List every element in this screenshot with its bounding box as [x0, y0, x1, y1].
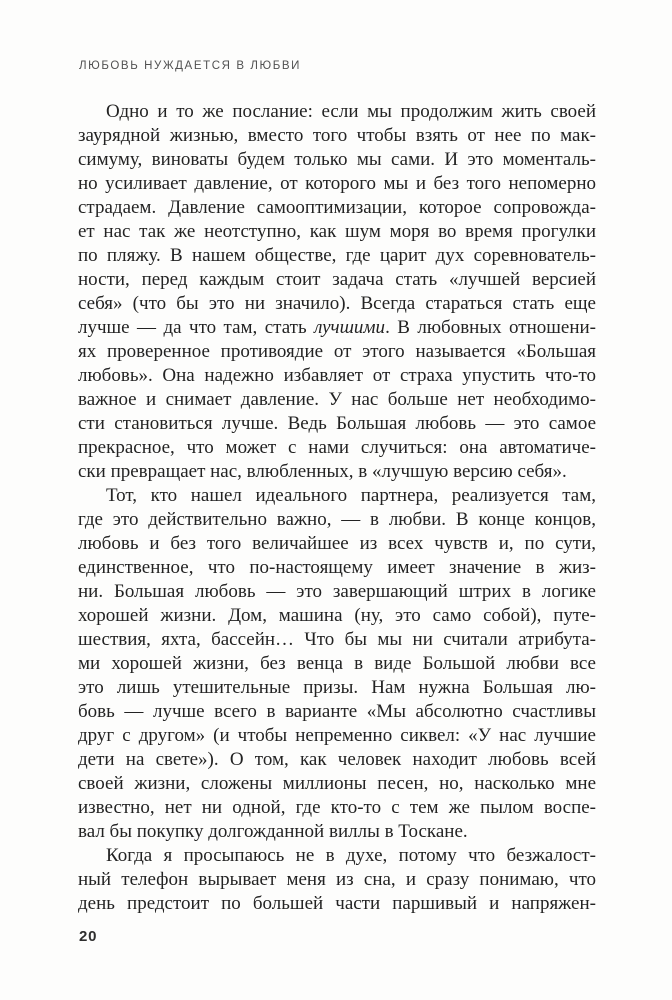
text-segment: . В любовных отношени- [385, 317, 596, 338]
text-line: шествия, яхта, бассейн… Что бы мы ни считали атрибута- [78, 629, 596, 650]
text-line: ности, перед каждым стоит задача стать «лучшей версией [78, 269, 596, 290]
text-line: важное и снимает давление. У нас больше нет необходимо- [78, 389, 596, 410]
text-line: ный телефон вырывает меня из сна, и сразу понимаю, что [78, 869, 596, 890]
text-line: своей жизни, сложены миллионы песен, но, насколько мне [78, 773, 596, 794]
text-line: известно, нет ни одной, где кто-то с тем же пылом воспе- [78, 797, 596, 818]
page-number: 20 [79, 928, 98, 945]
text-line: Тот, кто нашел идеального партнера, реализуется там, [106, 485, 596, 506]
text-line: ет нас так же неотступно, как шум моря во время прогулки [78, 221, 596, 242]
text-line: прекрасное, что может с нами случиться: она автоматиче- [78, 437, 596, 458]
text-line: это лишь утешительные призы. Нам нужна Большая лю- [78, 677, 596, 698]
text-line: вал бы покупку долгожданной виллы в Тоскане. [78, 821, 468, 842]
text-line: ях проверенное противоядие от этого называется «Большая [78, 341, 596, 362]
text-line: ски превращает нас, влюбленных, в «лучшую версию себя». [78, 461, 567, 482]
text-line: любовь и без того величайшее из всех чувств и, по сути, [78, 533, 596, 554]
text-line: друг с другом» (и чтобы непременно сиквел: «У нас лучшие [78, 725, 596, 746]
text-line-with-italic [78, 316, 596, 340]
text-line: сти становиться лучше. Ведь Большая любовь — это самое [78, 413, 596, 434]
paragraph-2 [78, 484, 596, 844]
text-line: Одно и то же послание: если мы продолжим жить своей [106, 101, 596, 122]
text-line: по пляжу. В нашем обществе, где царит дух соревнователь- [78, 245, 596, 266]
text-segment: лучше — да что там, стать [78, 317, 315, 338]
text-line: ни. Большая любовь — это завершающий штрих в логике [78, 581, 596, 602]
text-line: любовь». Она надежно избавляет от страха упустить что-то [78, 365, 596, 386]
text-line: ми хорошей жизни, без венца в виде Большой любви все [78, 653, 596, 674]
text-line: бовь — лучше всего в варианте «Мы абсолютно счастливы [78, 701, 596, 722]
running-header: ЛЮБОВЬ НУЖДАЕТСЯ В ЛЮБВИ [79, 60, 302, 72]
text-line: где это действительно важно, — в любви. В конце концов, [78, 509, 596, 530]
text-line: день предстоит по большей части паршивый и напряжен- [78, 893, 596, 914]
paragraph-1 [78, 100, 596, 484]
body-text [78, 100, 596, 916]
text-line: единственное, что по-настоящему имеет значение в жиз- [78, 557, 596, 578]
text-line: заурядной жизнью, вместо того чтобы взять от нее по мак- [78, 125, 596, 146]
text-line: страдаем. Давление самооптимизации, которое сопровожда- [78, 197, 596, 218]
text-line: хорошей жизни. Дом, машина (ну, это само собой), путе- [78, 605, 596, 626]
text-line: но усиливает давление, от которого мы и без того непомерно [78, 173, 596, 194]
text-segment-italic: лучшими [314, 317, 386, 338]
text-line: дети на свете»). О том, как человек находит любовь всей [78, 749, 596, 770]
text-line: Когда я просыпаюсь не в духе, потому что безжалост- [106, 845, 596, 866]
text-line: себя» (что бы это ни значило). Всегда стараться стать еще [78, 293, 596, 314]
paragraph-3 [78, 844, 596, 916]
text-line: симуму, виноваты будем только мы сами. И это моменталь- [78, 149, 596, 170]
